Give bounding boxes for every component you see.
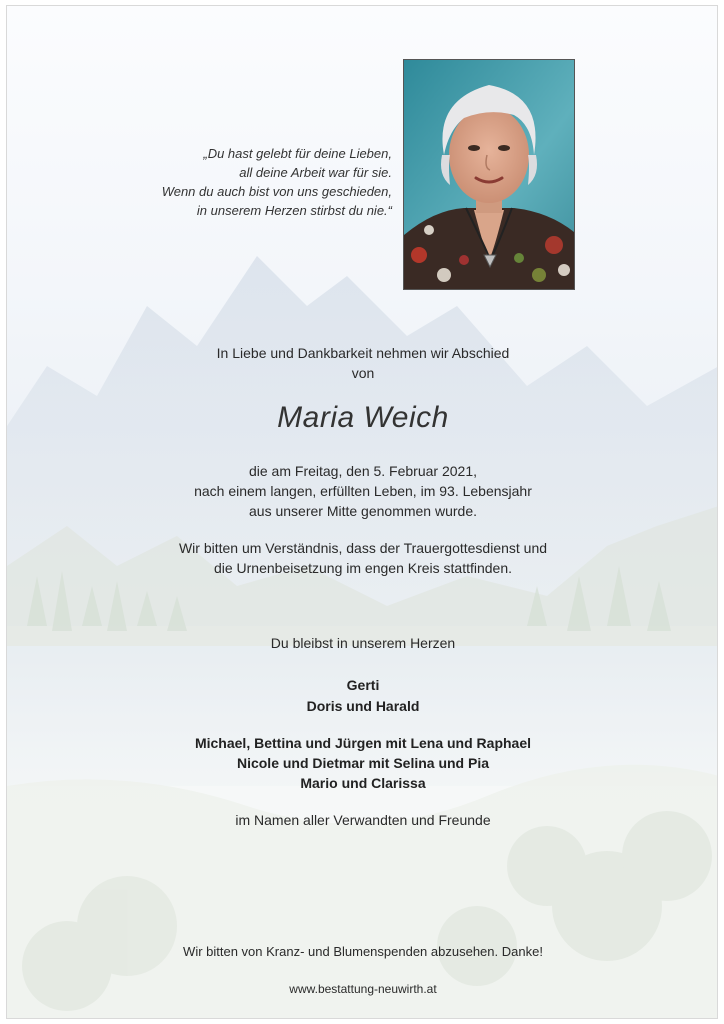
mourner-name: Mario und Clarissa xyxy=(300,775,426,791)
death-notice-line: aus unserer Mitte genommen wurde. xyxy=(249,503,477,519)
quote-line: „Du hast gelebt für deine Lieben, xyxy=(203,146,392,161)
donation-note: Wir bitten von Kranz- und Blumenspenden abzusehen. Danke! xyxy=(183,944,543,959)
funeral-notice-line: die Urnenbeisetzung im engen Kreis stattfinden. xyxy=(213,560,513,576)
memorial-quote xyxy=(137,144,392,220)
quote-line: Wenn du auch bist von uns geschieden, xyxy=(161,184,392,199)
funeral-notice-line: Wir bitten um Verständnis, dass der Trauergottesdienst und xyxy=(178,540,548,556)
family-group-2 xyxy=(7,733,718,793)
quote-line: in unserem Herzen stirbst du nie.“ xyxy=(196,203,392,218)
mourner-name: Gerti xyxy=(346,677,380,693)
mourner-name: Michael, Bettina und Jürgen mit Lena und Raphael xyxy=(194,735,532,751)
on-behalf-text: im Namen aller Verwandten und Freunde xyxy=(235,812,491,828)
remembrance-text: Du bleibst in unserem Herzen xyxy=(270,635,456,651)
funeral-notice xyxy=(7,538,718,578)
quote-line: all deine Arbeit war für sie. xyxy=(239,165,392,180)
intro-line: von xyxy=(351,365,375,381)
farewell-intro xyxy=(7,343,718,383)
death-notice xyxy=(7,461,718,521)
obituary-page xyxy=(6,5,718,1019)
mourner-name: Nicole und Dietmar mit Selina und Pia xyxy=(236,755,490,771)
portrait-photo xyxy=(403,59,575,290)
mourner-name: Doris und Harald xyxy=(306,698,420,714)
website-link[interactable]: www.bestattung-neuwirth.at xyxy=(289,982,437,996)
deceased-name: Maria Weich xyxy=(277,401,449,434)
death-notice-line: nach einem langen, erfüllten Leben, im 93. Lebensjahr xyxy=(194,483,532,499)
family-group-1 xyxy=(7,675,718,717)
death-notice-line: die am Freitag, den 5. Februar 2021, xyxy=(248,463,478,479)
intro-line: In Liebe und Dankbarkeit nehmen wir Abschied xyxy=(216,345,510,361)
